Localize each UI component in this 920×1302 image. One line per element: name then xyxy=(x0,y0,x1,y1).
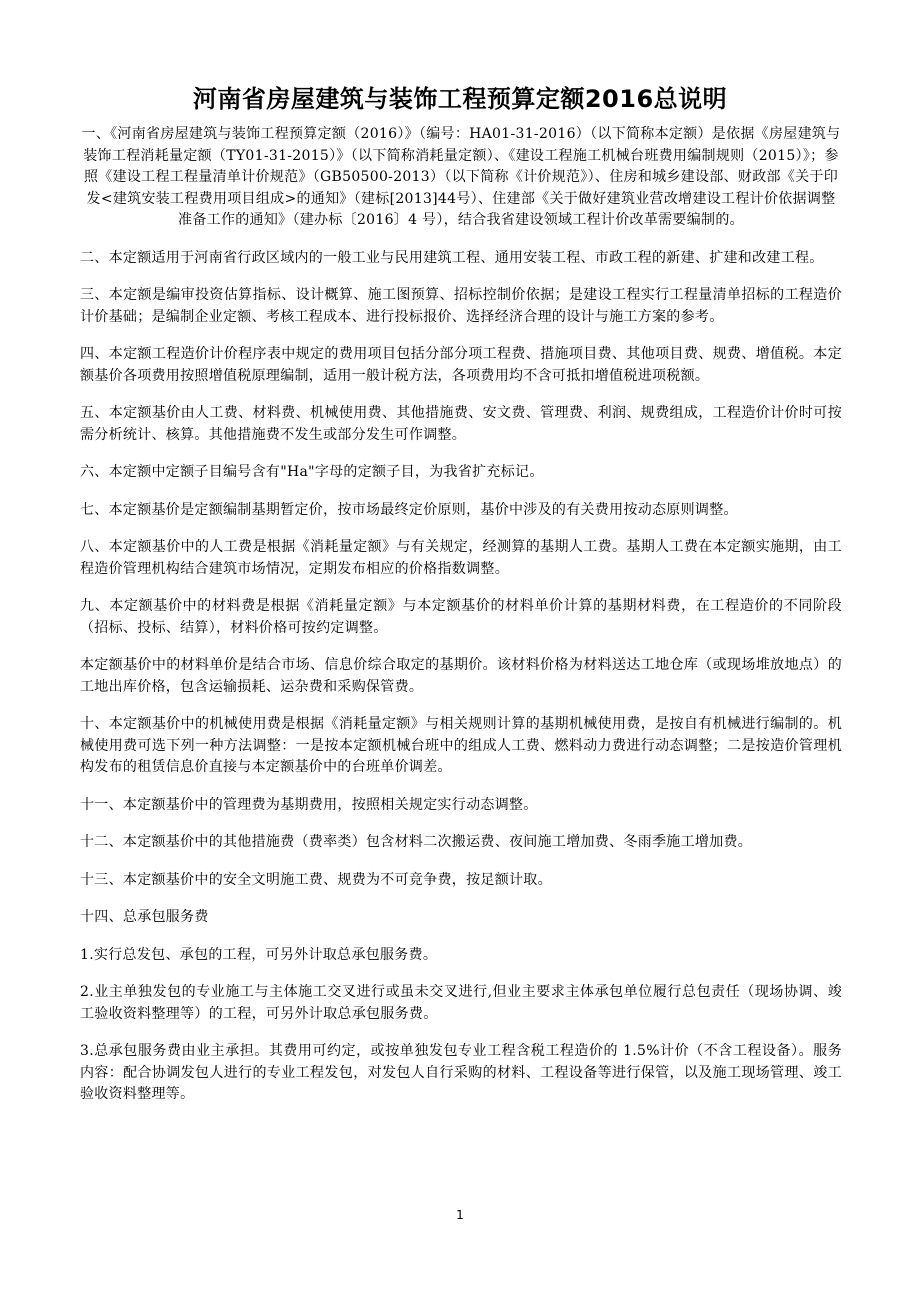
list-item-3: 3.总承包服务费由业主承担。其费用可约定，或按单独发包专业工程含税工程造价的 1.5%计价（不含工程设备）。服务内容：配合协调发包人进行的专业工程发包，对发包人自行采购的材料、工程设备等进行保管，以及施工现场管理、竣工验收资料整理等。 xyxy=(80,1043,842,1102)
page-number: 1 xyxy=(456,1208,464,1222)
list-item-1: 1.实行总发包、承包的工程，可另外计取总承包服务费。 xyxy=(80,946,438,963)
paragraph-2: 二、本定额适用于河南省行政区域内的一般工业与民用建筑工程、通用安装工程、市政工程的新建、扩建和改建工程。 xyxy=(80,249,824,266)
document-title: 河南省房屋建筑与装饰工程预算定额2016总说明 xyxy=(192,85,728,113)
paragraph-5: 五、本定额基价由人工费、材料费、机械使用费、其他措施费、安文费、管理费、利润、规费组成，工程造价计价时可按需分析统计、核算。其他措施费不发生或部分发生可作调整。 xyxy=(80,405,842,443)
paragraph-6: 六、本定额中定额子目编号含有"Ha"字母的定额子目，为我省扩充标记。 xyxy=(80,464,544,480)
document-body xyxy=(80,124,842,1122)
section-heading-14: 十四、总承包服务费 xyxy=(80,909,209,925)
paragraph-13: 十三、本定额基价中的安全文明施工费、规费为不可竞争费，按足额计取。 xyxy=(80,871,552,888)
paragraph-3: 三、本定额是编审投资估算指标、设计概算、施工图预算、招标控制价依据；是建设工程实行工程量清单招标的工程造价计价基础；是编制企业定额、考核工程成本、进行投标报价、选择经济合理的设计与施工方案的参考。 xyxy=(80,287,842,325)
paragraph-9-continued: 本定额基价中的材料单价是结合市场、信息价综合取定的基期价。该材料价格为材料送达工地仓库（或现场堆放地点）的工地出库价格，包含运输损耗、运杂费和采购保管费。 xyxy=(80,657,842,695)
paragraph-7: 七、本定额基价是定额编制基期暂定价，按市场最终定价原则，基价中涉及的有关费用按动态原则调整。 xyxy=(80,501,738,518)
paragraph-8: 八、本定额基价中的人工费是根据《消耗量定额》与有关规定，经测算的基期人工费。基期人工费在本定额实施期，由工程造价管理机构结合建筑市场情况，定期发布相应的价格指数调整。 xyxy=(80,539,842,577)
paragraph-9: 九、本定额基价中的材料费是根据《消耗量定额》与本定额基价的材料单价计算的基期材料费，在工程造价的不同阶段（招标、投标、结算），材料价格可按约定调整。 xyxy=(80,598,842,636)
paragraph-12: 十二、本定额基价中的其他措施费（费率类）包含材料二次搬运费、夜间施工增加费、冬雨季施工增加费。 xyxy=(80,834,753,850)
paragraph-10: 十、本定额基价中的机械使用费是根据《消耗量定额》与相关规则计算的基期机械使用费，是按自有机械进行编制的。机械使用费可选下列一种方法调整：一是按本定额机械台班中的组成人工费、燃料动力费进行动态调整；二是按造价管理机构发布的租赁信息价直接与本定额基价中的台班单价调差。 xyxy=(80,716,842,775)
paragraph-4: 四、本定额工程造价计价程序表中规定的费用项目包括分部分项工程费、措施项目费、其他项目费、规费、增值税。本定额基价各项费用按照增值税原理编制，适用一般计税方法，各项费用均不含可抵扣增值税进项税额。 xyxy=(80,346,842,384)
paragraph-11: 十一、本定额基价中的管理费为基期费用，按照相关规定实行动态调整。 xyxy=(80,796,538,813)
paragraph-1: 一、《河南省房屋建筑与装饰工程预算定额（2016）》（编号：HA01-31-2016）（以下简称本定额）是依据《房屋建筑与装饰工程消耗量定额（TY01-31-2015）》（以下简称消耗量定额）、《建设工程施工机械台班费用编制规则（2015）》；参照《建设工程工程量清单计价规范》（GB50500-2013）（以下简称《计价规范》）、住房和城乡建设部、财政部《关于印发<建筑安装工程费用项目组成>的通知》（建标[2013]44号）、住建部《关于做好建筑业营改增建设工程计价依据调整准备工作的通知》（建办标〔2016〕4 号），结合我省建设领域工程计价改革需要编制的。 xyxy=(81,126,841,228)
list-item-2: 2.业主单独发包的专业施工与主体施工交叉进行或虽未交叉进行,但业主要求主体承包单位履行总包责任（现场协调、竣工验收资料整理等）的工程，可另外计取总承包服务费。 xyxy=(80,984,842,1022)
